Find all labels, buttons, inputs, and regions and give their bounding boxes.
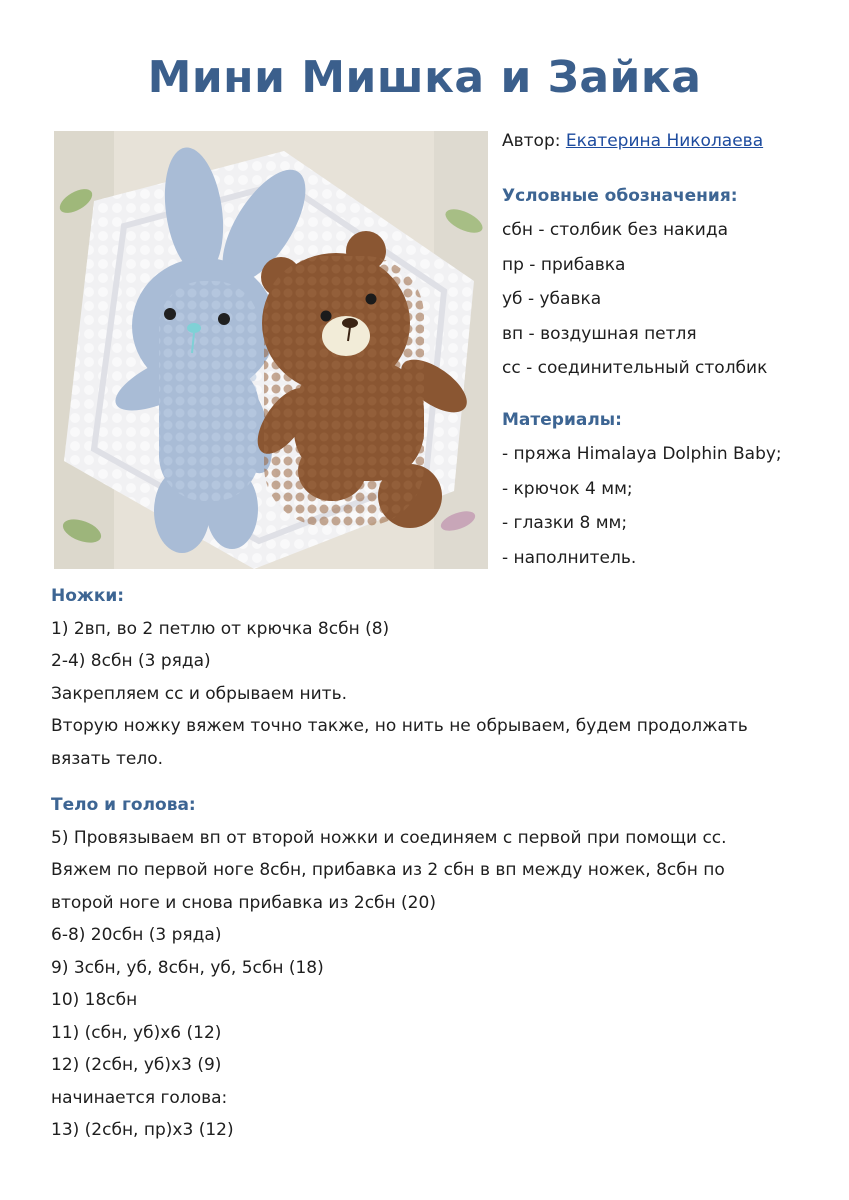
materials-heading: Материалы: bbox=[502, 409, 622, 430]
legend-item: сбн - столбик без накида bbox=[502, 220, 729, 240]
material-item: - крючок 4 мм; bbox=[502, 478, 633, 499]
author-link[interactable]: Екатерина Николаева bbox=[565, 131, 764, 151]
instruction-line: 2-4) 8сбн (3 ряда) bbox=[51, 651, 211, 671]
sidebar-info bbox=[502, 124, 832, 575]
toys-photo bbox=[54, 131, 488, 569]
instruction-line: 12) (2сбн, уб)х3 (9) bbox=[51, 1055, 222, 1075]
material-item: - наполнитель. bbox=[502, 547, 637, 568]
instruction-line: Закрепляем сс и обрываем нить. bbox=[51, 683, 347, 704]
instruction-line: Вторую ножку вяжем точно также, но нить не обрываем, будем продолжать bbox=[51, 716, 748, 736]
instruction-line: 9) 3сбн, уб, 8сбн, уб, 5сбн (18) bbox=[51, 957, 324, 978]
instruction-line: 11) (сбн, уб)х6 (12) bbox=[51, 1022, 222, 1043]
material-item: - пряжа Himalaya Dolphin Baby; bbox=[502, 444, 782, 464]
legend-item: пр - прибавка bbox=[502, 254, 626, 275]
instruction-line: 1) 2вп, во 2 петлю от крючка 8сбн (8) bbox=[51, 618, 390, 639]
legs-heading: Ножки: bbox=[51, 586, 125, 606]
pattern-instructions bbox=[51, 580, 821, 1147]
instruction-line: второй ноге и снова прибавка из 2сбн (20) bbox=[51, 892, 436, 913]
legend-heading: Условные обозначения: bbox=[502, 185, 738, 206]
material-item: - глазки 8 мм; bbox=[502, 513, 628, 533]
instruction-line: 6-8) 20сбн (3 ряда) bbox=[51, 925, 222, 945]
instruction-line: 13) (2сбн, пр)х3 (12) bbox=[51, 1120, 234, 1140]
instruction-line: 5) Провязываем вп от второй ножки и соединяем с первой при помощи сс. bbox=[51, 827, 727, 848]
legend-item: сс - соединительный столбик bbox=[502, 358, 768, 378]
legend-item: вп - воздушная петля bbox=[502, 323, 697, 344]
instruction-line: вязать тело. bbox=[51, 748, 164, 769]
page-title: Мини Мишка и Зайка bbox=[147, 52, 702, 103]
body-heading: Тело и голова: bbox=[51, 795, 196, 815]
instruction-line: Вяжем по первой ноге 8сбн, прибавка из 2 сбн в вп между ножек, 8сбн по bbox=[51, 860, 725, 880]
instruction-line: начинается голова: bbox=[51, 1087, 228, 1108]
author-line bbox=[502, 124, 832, 159]
instruction-line: 10) 18сбн bbox=[51, 990, 138, 1010]
author-label: Автор: bbox=[502, 131, 566, 151]
legend-item: уб - убавка bbox=[502, 289, 602, 309]
